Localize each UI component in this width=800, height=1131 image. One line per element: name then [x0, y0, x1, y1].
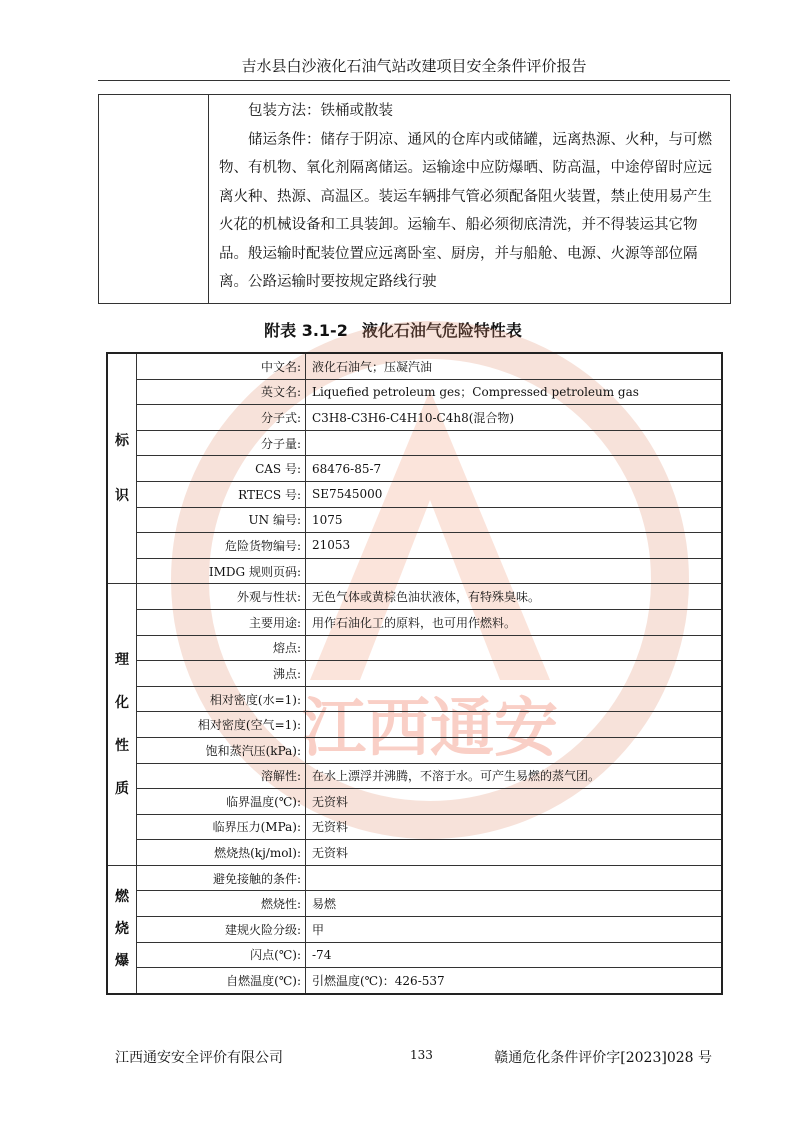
row-value	[306, 661, 723, 687]
row-value: 无资料	[306, 840, 723, 866]
row-label: 分子式:	[137, 405, 306, 431]
blank-cell	[99, 95, 209, 304]
row-label: 临界压力(MPa):	[137, 814, 306, 840]
row-value	[306, 635, 723, 661]
row-label: RTECS 号:	[137, 481, 306, 507]
row-label: CAS 号:	[137, 456, 306, 482]
table-row	[107, 481, 722, 507]
row-value: 甲	[306, 917, 723, 943]
table-row	[107, 558, 722, 584]
row-value: 引燃温度(℃)：426-537	[306, 968, 723, 994]
table-row	[107, 686, 722, 712]
row-value	[306, 686, 723, 712]
packaging-paragraph: 包装方法：铁桶或散装	[248, 103, 393, 119]
table-row	[107, 507, 722, 533]
row-label: 建规火险分级:	[137, 917, 306, 943]
row-label: 熔点:	[137, 635, 306, 661]
category-char: 识	[115, 488, 129, 505]
header-title: 吉水县白沙液化石油气站改建项目安全条件评价报告	[241, 57, 587, 75]
table-row	[107, 789, 722, 815]
storage-transport-paragraph: 储运条件：储存于阴凉、通风的仓库内或储罐，远离热源、火种，与可燃物、有机物、氧化剂隔离储运。运输途中应防爆晒、防高温，中途停留时应远离火种、热源、高温区。装运车辆排气管必须配备阻火装置，禁止使用易产生火花的机械设备和工具装卸。运输车、船必须彻底清洗，并不得装运其它物品。般运输时配装位置应远离卧室、厨房，并与船舱、电源、火源等部位隔离。公路运输时要按规定路线行驶	[219, 131, 712, 290]
table-row	[107, 533, 722, 559]
row-label: 燃烧热(kj/mol):	[137, 840, 306, 866]
table-row	[107, 609, 722, 635]
table-title	[0, 318, 800, 341]
row-value	[306, 865, 723, 891]
table-row	[107, 379, 722, 405]
table-row	[107, 430, 722, 456]
category-char: 燃	[115, 889, 129, 906]
row-value	[306, 558, 723, 584]
footer-company: 江西通安安全评价有限公司	[115, 1050, 283, 1066]
page-header	[98, 52, 730, 81]
table-row	[107, 353, 722, 379]
category-char: 理	[115, 651, 129, 668]
row-label: 中文名:	[137, 353, 306, 379]
row-label: 外观与性状:	[137, 584, 306, 610]
table-row	[107, 763, 722, 789]
table-row	[107, 891, 722, 917]
footer-page-number: 133	[410, 1048, 433, 1062]
row-value: 无资料	[306, 789, 723, 815]
row-label: 危险货物编号:	[137, 533, 306, 559]
row-label: 饱和蒸汽压(kPa):	[137, 737, 306, 763]
table-row	[107, 840, 722, 866]
table-row	[107, 635, 722, 661]
row-value: 在水上漂浮并沸腾，不溶于水。可产生易燃的蒸气团。	[306, 763, 723, 789]
table-row	[107, 917, 722, 943]
row-label: 溶解性:	[137, 763, 306, 789]
table-row	[107, 814, 722, 840]
category-char: 质	[115, 781, 129, 798]
table-row	[107, 712, 722, 738]
category-char: 性	[115, 738, 129, 755]
category-char: 标	[115, 433, 129, 450]
row-value: 无色气体或黄棕色油状液体，有特殊臭味。	[306, 584, 723, 610]
row-label: IMDG 规则页码:	[137, 558, 306, 584]
row-label: 闪点(℃):	[137, 942, 306, 968]
row-value: 1075	[306, 507, 723, 533]
footer-doc-number: 赣通危化条件评价字[2023]028 号	[494, 1050, 712, 1066]
table-row	[107, 584, 722, 610]
section-category	[107, 353, 137, 584]
row-value: C3H8-C3H6-C4H10-C4h8(混合物)	[306, 405, 723, 431]
row-value: 液化石油气；压凝汽油	[306, 353, 723, 379]
table-number: 附表 3.1-2	[264, 321, 348, 340]
row-value: 无资料	[306, 814, 723, 840]
storage-content-cell	[209, 95, 731, 304]
row-value: 易燃	[306, 891, 723, 917]
row-label: UN 编号:	[137, 507, 306, 533]
row-value: 用作石油化工的原料，也可用作燃料。	[306, 609, 723, 635]
table-row	[107, 942, 722, 968]
row-label: 分子量:	[137, 430, 306, 456]
table-row	[107, 865, 722, 891]
hazard-table-body	[107, 353, 722, 994]
storage-continuation-table	[98, 94, 731, 304]
section-category	[107, 865, 137, 993]
row-label: 自燃温度(℃):	[137, 968, 306, 994]
row-value: Liquefied petroleum ges；Compressed petroleum gas	[306, 379, 723, 405]
row-label: 相对密度(空气=1):	[137, 712, 306, 738]
table-row	[107, 661, 722, 687]
row-label: 沸点:	[137, 661, 306, 687]
row-value	[306, 712, 723, 738]
table-row	[107, 737, 722, 763]
row-value: 68476-85-7	[306, 456, 723, 482]
table-row	[107, 405, 722, 431]
row-label: 主要用途:	[137, 609, 306, 635]
row-value	[306, 430, 723, 456]
row-label: 英文名:	[137, 379, 306, 405]
table-name: 液化石油气危险特性表	[361, 321, 522, 340]
category-char: 烧	[115, 921, 129, 938]
row-value	[306, 737, 723, 763]
row-label: 燃烧性:	[137, 891, 306, 917]
category-char: 化	[115, 695, 129, 712]
table-row	[107, 456, 722, 482]
watermark-text: 江西通安	[302, 692, 558, 766]
row-value: SE7545000	[306, 481, 723, 507]
row-label: 临界温度(℃):	[137, 789, 306, 815]
row-value: 21053	[306, 533, 723, 559]
row-label: 相对密度(水=1):	[137, 686, 306, 712]
category-char: 爆	[115, 953, 129, 970]
lpg-hazard-table	[106, 352, 723, 995]
section-category	[107, 584, 137, 866]
table-row	[107, 968, 722, 994]
row-value: -74	[306, 942, 723, 968]
row-label: 避免接触的条件:	[137, 865, 306, 891]
